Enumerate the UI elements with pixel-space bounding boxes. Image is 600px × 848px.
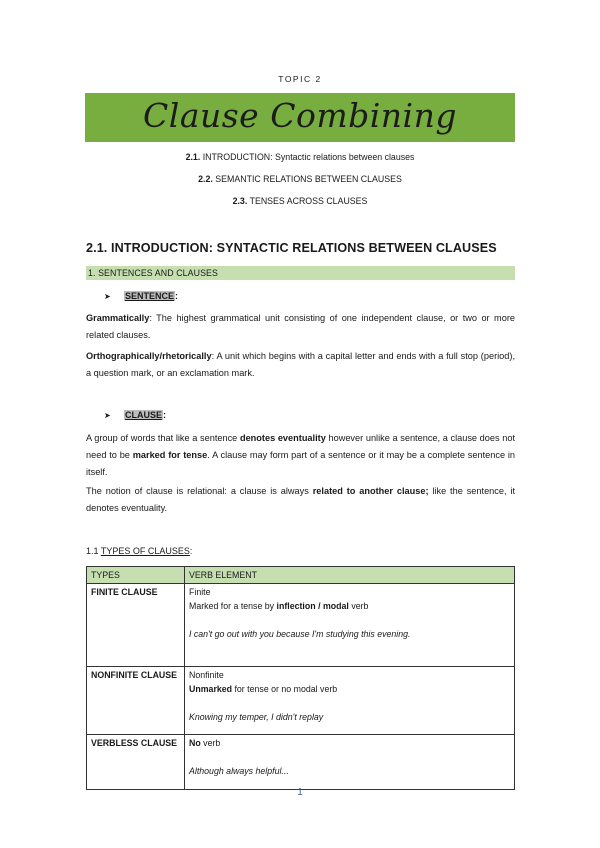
section-number: 1.1 [86, 546, 101, 556]
toc-text: TENSES ACROSS CLAUSES [249, 196, 368, 206]
text: The notion of clause is relational: a clause is always [86, 486, 313, 496]
toc-number: 2.3. [232, 196, 248, 206]
toc-number: 2.1. [185, 152, 201, 162]
types-title: TYPES OF CLAUSES [100, 546, 190, 556]
topic-label: TOPIC 2 [278, 74, 322, 84]
definition: : A unit which begins with a capital letter and ends with a full stop (period), a question mark, or an exclamation mark. [86, 351, 515, 378]
table-row [87, 735, 515, 790]
bold-text: related to another clause; [312, 486, 429, 496]
header-cell: TYPES [87, 567, 185, 584]
bold-text: Unmarked [189, 684, 233, 694]
text: Marked for a tense by [189, 601, 277, 611]
clause-definition [86, 430, 515, 481]
toc-item-2 [0, 174, 600, 184]
table-header-row [87, 567, 515, 584]
clause-term: CLAUSE [125, 410, 163, 420]
arrow-bullet-icon: ➤ [104, 292, 111, 301]
text: like the sentence, it denotes eventuality. [86, 486, 516, 513]
sentence-bullet: ➤ SENTENCE: [104, 291, 179, 301]
orthographic-definition [86, 348, 515, 382]
type-cell: NONFINITE CLAUSE [87, 667, 185, 735]
verb-element-cell [185, 735, 515, 790]
toc-text: INTRODUCTION: Syntactic relations between clauses [202, 152, 415, 162]
bold-text: inflection / modal [276, 601, 349, 611]
verb-element-cell [185, 667, 515, 735]
toc-item-1 [0, 152, 600, 162]
colon: : [189, 546, 193, 556]
subsection-heading: 1. SENTENCES AND CLAUSES [88, 267, 218, 278]
title-banner [85, 93, 515, 142]
text: for tense or no modal verb [232, 684, 338, 694]
marking [189, 736, 510, 750]
definition: : The highest grammatical unit consisting of one independent clause, or two or more related clauses. [86, 313, 515, 340]
clause-bullet: ➤ CLAUSE: [104, 410, 167, 420]
finiteness: Nonfinite [189, 670, 224, 680]
sentence-term: SENTENCE [125, 291, 175, 301]
bold-text: marked for tense [132, 450, 208, 460]
bold-text: No [189, 738, 201, 748]
section-heading: 2.1. INTRODUCTION: SYNTACTIC RELATIONS BETWEEN CLAUSES [86, 241, 497, 255]
text: verb [200, 738, 221, 748]
text: verb [348, 601, 369, 611]
toc-text: SEMANTIC RELATIONS BETWEEN CLAUSES [215, 174, 402, 184]
text: however unlike a sentence, a clause does not need to be [86, 433, 516, 460]
toc-item-3 [0, 196, 600, 206]
finiteness: Finite [189, 587, 211, 597]
table-row [87, 667, 515, 735]
subsection-bar [86, 266, 515, 280]
clause-types-table [86, 566, 515, 790]
arrow-bullet-icon: ➤ [104, 411, 111, 420]
marking [189, 599, 510, 613]
example: Knowing my temper, I didn't replay [189, 712, 324, 722]
clause-relational-note [86, 483, 515, 517]
bold-text: denotes eventuality [239, 433, 326, 443]
term: Orthographically/rhetorically [86, 351, 212, 361]
type-cell: FINITE CLAUSE [87, 584, 185, 667]
document-title: Clause Combining [143, 96, 457, 135]
page-number: 1 [297, 787, 303, 798]
table-row [87, 584, 515, 667]
term: Grammatically [86, 313, 150, 323]
types-heading [86, 546, 192, 556]
grammatical-definition [86, 310, 515, 344]
type-cell: VERBLESS CLAUSE [87, 735, 185, 790]
example: Although always helpful... [189, 766, 289, 776]
text: A group of words that like a sentence [86, 433, 240, 443]
example: I can't go out with you because I'm studying this evening. [189, 629, 411, 639]
marking [189, 682, 510, 696]
verb-element-cell [185, 584, 515, 667]
toc-number: 2.2. [198, 174, 213, 184]
header-cell: VERB ELEMENT [185, 567, 515, 584]
text: . A clause may form part of a sentence or it may be a complete sentence in itself. [86, 450, 515, 477]
